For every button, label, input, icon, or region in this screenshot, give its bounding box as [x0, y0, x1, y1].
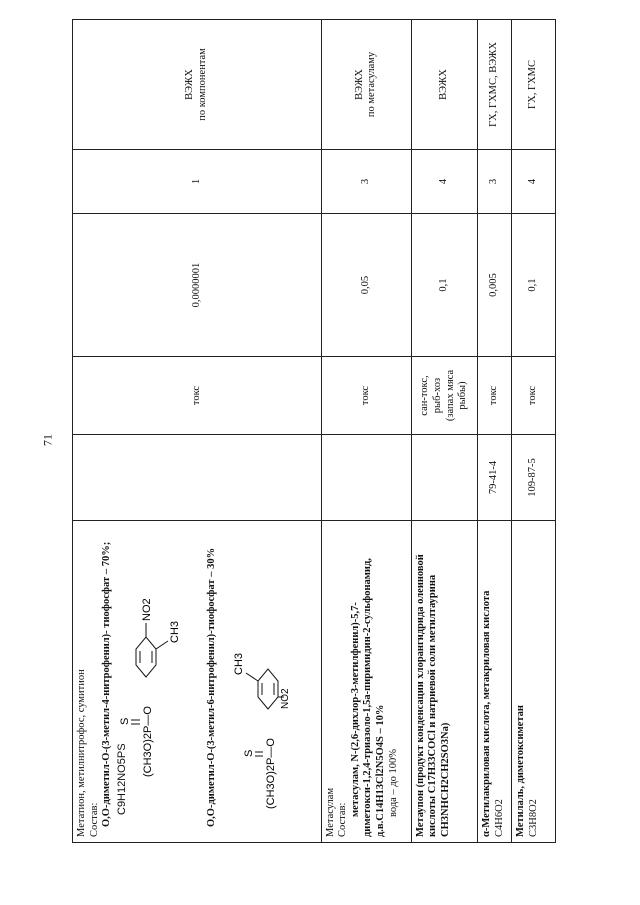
table-row — [512, 20, 556, 843]
class-cell: 4 — [411, 150, 478, 214]
method-cell — [73, 20, 322, 150]
value-cell: 0,1 — [411, 214, 478, 357]
struct2-left: (CH3O)2P—O — [265, 738, 278, 809]
composition-label: Состав: — [88, 802, 100, 837]
substance-cell — [73, 521, 322, 843]
sign-line-1: сан-токс, — [419, 375, 431, 416]
method-cell: ГХ, ГХМС, ВЭЖХ — [478, 20, 512, 150]
struct2-ch3: CH3 — [233, 652, 246, 675]
struct2-no2: NO2 — [280, 688, 292, 709]
sign-line-3: (запах мяса — [444, 369, 456, 422]
substances-table — [72, 19, 556, 843]
metasulam-line-1: метасулам, N-(2,6-дихлор-3-метилфенил)-5,7- диметокси-1,2,4-триазоло-1,5а-пиримидин-2-сульфонамид, — [349, 558, 374, 837]
class-cell: 3 — [321, 150, 411, 214]
struct2-s: S — [243, 749, 256, 757]
component-2: О,О-диметил-О-(3-метил-6-нитрофенил)-тиофосфат – 30% — [205, 547, 217, 827]
value-cell: 0,1 — [512, 214, 556, 357]
substance-title: Метасулам — [324, 787, 336, 837]
value-cell: 0,0000001 — [73, 214, 322, 357]
struct1-ch3: CH3 — [168, 620, 181, 643]
sign-cell — [411, 357, 478, 435]
class-cell: 4 — [512, 150, 556, 214]
formula-1: C9H12NO5PS — [115, 743, 128, 815]
value-cell: 0,05 — [321, 214, 411, 357]
sign-line-4: рыбы) — [457, 381, 469, 410]
table-row — [321, 20, 411, 843]
method-line-1: ВЭЖХ — [353, 69, 365, 100]
table-row — [73, 20, 322, 843]
method-cell: ВЭЖХ — [411, 20, 478, 150]
sign-cell: токс — [512, 357, 556, 435]
sign-line-2: рыб-хоз — [431, 377, 443, 414]
struct1-s: S — [118, 717, 131, 725]
substance-formula: C4H6O2 — [494, 799, 506, 837]
class-cell: 3 — [478, 150, 512, 214]
value-cell: 0,005 — [478, 214, 512, 357]
substance-formula: C3H8O2 — [527, 799, 539, 837]
substance-name: Метилаль, диметоксиметан — [515, 705, 527, 837]
struct1-no2: NO2 — [140, 598, 153, 621]
cas-cell: 79-41-4 — [478, 435, 512, 521]
table-row — [411, 20, 478, 843]
cas-cell — [73, 435, 322, 521]
metasulam-line-3: вода – до 100% — [387, 748, 399, 817]
method-line-2: по метасуламу — [366, 51, 378, 118]
method-line-1: ВЭЖХ — [184, 69, 196, 100]
sign-cell: токс — [73, 357, 322, 435]
sign-cell: токс — [478, 357, 512, 435]
method-line-2: по компонентам — [196, 48, 208, 121]
sign-cell: токс — [321, 357, 411, 435]
method-cell — [321, 20, 411, 150]
cas-cell: 109-87-5 — [512, 435, 556, 521]
substance-cell — [478, 521, 512, 843]
substance-cell — [321, 521, 411, 843]
substance-cell — [512, 521, 556, 843]
substance-name: α-Метилакриловая кислота, метакриловая кислота — [481, 590, 493, 837]
substance-title: Метатион, метилнитрофос, сумитион — [76, 669, 87, 837]
component-1: О,О-диметил-О-(3-метил-4-нитрофенил)- тиофосфат – 70%; — [101, 541, 113, 827]
struct1-left: (CH3O)2P—O — [141, 706, 154, 777]
substance-cell: Метаупон (продукт конденсации хлорангидрида олеиновой кислоты C17H33COCl и натриевой соли метилтаурина CH3NHCH2CH2SO3Na) — [411, 521, 478, 843]
metasulam-line-2: д.в.C14H13Cl2N5O4S – 10% — [375, 704, 387, 837]
table-row — [478, 20, 512, 843]
class-cell: 1 — [73, 150, 322, 214]
rotated-table-container — [72, 20, 556, 843]
structure-2-diagram — [218, 537, 292, 837]
composition-label: Состав: — [337, 802, 349, 837]
method-cell: ГХ, ГХМС — [512, 20, 556, 150]
cas-cell — [411, 435, 478, 521]
cas-cell — [321, 435, 411, 521]
page-number: 71 — [40, 434, 55, 446]
structure-1-diagram — [114, 537, 206, 837]
